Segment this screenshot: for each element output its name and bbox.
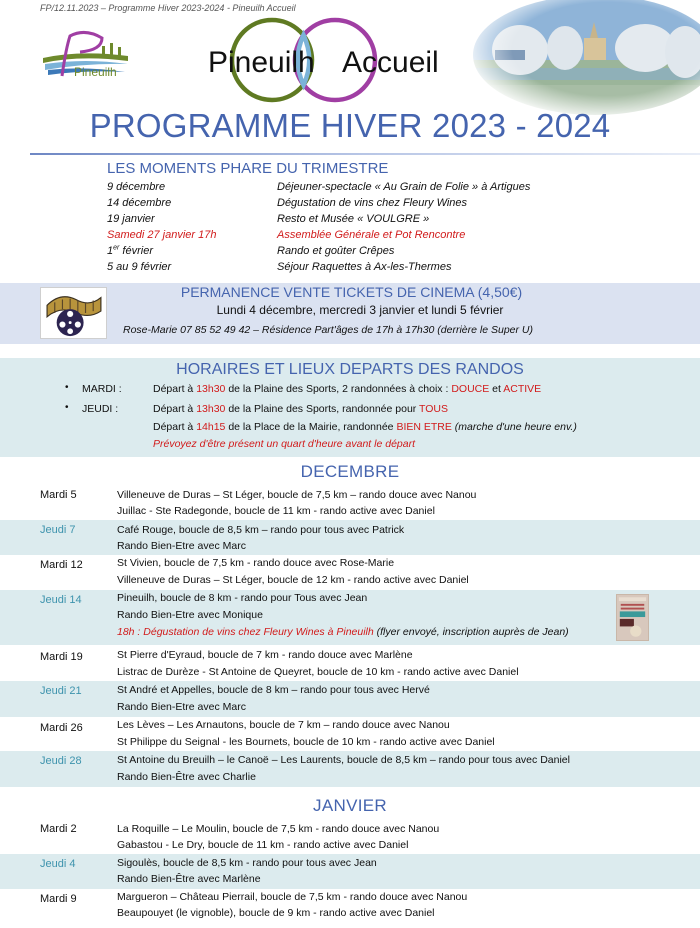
- event-note: (flyer envoyé, inscription auprès de Jean): [373, 626, 569, 638]
- highlight-item: [107, 195, 607, 211]
- highlight-date: 9 décembre: [107, 181, 166, 193]
- hike-day: Mardi 12: [40, 559, 83, 571]
- hike-line: Sigoulès, boucle de 8,5 km - rando pour tous avec Jean: [117, 857, 377, 869]
- hike-day: Mardi 5: [40, 489, 77, 501]
- hike-row: [0, 681, 700, 717]
- bullet-icon: •: [65, 402, 69, 413]
- hike-line: St Vivien, boucle de 7,5 km - rando douce avec Rose-Marie: [117, 557, 395, 569]
- hike-line: Beaupouyet (le vignoble), boucle de 9 km - rando active avec Daniel: [117, 907, 435, 919]
- text: de la Place de la Mairie, randonnée: [225, 421, 397, 433]
- time: 14h15: [196, 421, 226, 433]
- hike-day: Jeudi 4: [40, 858, 76, 870]
- fleury-wines-flyer-icon: [616, 594, 649, 641]
- event-title: 18h : Dégustation de vins chez Fleury Wines à Pineuilh: [117, 626, 374, 638]
- thursday-departure-2: [153, 421, 577, 433]
- hike-row: [0, 645, 700, 681]
- highlight-event: Rando et goûter Crêpes: [277, 245, 395, 257]
- pineuilh-town-logo: [40, 28, 130, 80]
- highlight-event: Séjour Raquettes à Ax-les-Thermes: [277, 261, 452, 273]
- hike-row: [0, 819, 700, 854]
- document-reference: FP/12.11.2023 – Programme Hiver 2023-2024 - Pineuilh Accueil: [40, 3, 296, 13]
- logo-text: Pineuilh: [74, 65, 117, 79]
- hike-line: Rando Bien-Etre avec Marc: [117, 540, 246, 552]
- highlights-section: [107, 160, 607, 275]
- highlight-date: 5 au 9 février: [107, 261, 172, 273]
- level-bien-etre: BIEN ETRE: [396, 421, 452, 433]
- hike-line: La Roquille – Le Moulin, boucle de 7,5 km - rando douce avec Nanou: [117, 823, 440, 835]
- hike-row: [0, 590, 700, 645]
- highlights-title: LES MOMENTS PHARE DU TRIMESTRE: [107, 160, 389, 177]
- logo-word-accueil: Accueil: [342, 46, 439, 79]
- text: Départ à: [153, 403, 197, 415]
- month-title-december: DECEMBRE: [300, 462, 400, 481]
- text: Départ à: [153, 421, 197, 433]
- cinema-dates: Lundi 4 décembre, mercredi 3 janvier et lundi 5 février: [216, 303, 504, 317]
- hike-row: [0, 889, 700, 925]
- cinema-tickets-section: [0, 283, 700, 344]
- note: (marche d'une heure env.): [451, 421, 577, 433]
- highlight-date: Samedi 27 janvier 17h: [107, 229, 217, 241]
- cinema-contact: Rose-Marie 07 85 52 49 42 – Résidence Part'âges de 17h à 17h30 (derrière le Super U): [123, 324, 534, 336]
- bullet-icon: •: [65, 382, 69, 393]
- date-month: février: [119, 245, 153, 257]
- hike-line: Gabastou - Le Dry, boucle de 11 km - rando active avec Daniel: [117, 839, 409, 851]
- date-ordinal: er: [113, 244, 120, 252]
- hike-day: Mardi 19: [40, 651, 83, 663]
- month-title-january: JANVIER: [313, 796, 387, 815]
- tuesday-departure: [153, 383, 541, 395]
- text: Départ à: [153, 383, 197, 395]
- text: de la Plaine des Sports, randonnée pour: [225, 403, 420, 415]
- highlight-event: Déjeuner-spectacle « Au Grain de Folie » à Artigues: [277, 181, 531, 193]
- hike-row: [0, 520, 700, 555]
- tuesday-label: MARDI :: [82, 383, 122, 395]
- hike-day: Mardi 2: [40, 823, 77, 835]
- hike-line: Villeneuve de Duras – St Léger, boucle de 12 km - rando active avec Daniel: [117, 574, 469, 586]
- hike-line: Villeneuve de Duras – St Léger, boucle de 7,5 km – rando douce avec Nanou: [117, 489, 477, 501]
- hike-row: [0, 854, 700, 889]
- logo-word-pineuilh: Pineuilh: [208, 46, 315, 79]
- hike-departures-section: [0, 358, 700, 457]
- highlight-item: [107, 259, 607, 275]
- hike-line: St Pierre d'Eyraud, boucle de 7 km - rando douce avec Marlène: [117, 649, 413, 661]
- hike-line: Rando Bien-Être avec Charlie: [117, 771, 256, 783]
- hike-row: [0, 485, 700, 520]
- title-divider: [30, 153, 700, 155]
- level-tous: TOUS: [419, 403, 448, 415]
- wine-tasting-event: [117, 626, 569, 638]
- highlight-item-assembly: [107, 227, 607, 243]
- pineuilh-accueil-logo: [200, 14, 470, 106]
- highlight-item: [107, 179, 607, 195]
- hike-line: Listrac de Durèze - St Antoine de Queyret, boucle de 10 km - rando active avec Daniel: [117, 666, 519, 678]
- hike-line: Rando Bien-Etre avec Marc: [117, 701, 246, 713]
- cinema-title: PERMANENCE VENTE TICKETS DE CINEMA (4,50€): [180, 284, 523, 300]
- hike-departures-title: HORAIRES ET LIEUX DEPARTS DES RANDOS: [176, 361, 524, 378]
- winter-landscape-photo: [470, 0, 700, 118]
- time: 13h30: [196, 403, 226, 415]
- hike-line: Café Rouge, boucle de 8,5 km – rando pour tous avec Patrick: [117, 524, 405, 536]
- hike-line: Juillac - Ste Radegonde, boucle de 11 km - rando active avec Daniel: [117, 505, 435, 517]
- level-douce: DOUCE: [451, 383, 490, 395]
- hike-line: Pineuilh, boucle de 8 km - rando pour Tous avec Jean: [117, 592, 368, 604]
- highlight-event: Assemblée Générale et Pot Rencontre: [277, 229, 466, 241]
- hike-row: [0, 751, 700, 787]
- highlight-date: [107, 243, 277, 259]
- hike-row: [0, 717, 700, 751]
- hike-day: Jeudi 28: [40, 755, 82, 767]
- hike-line: Rando Bien-Être avec Marlène: [117, 873, 261, 885]
- highlight-event: Resto et Musée « VOULGRE »: [277, 213, 430, 225]
- time: 13h30: [196, 383, 226, 395]
- highlight-event: Dégustation de vins chez Fleury Wines: [277, 197, 468, 209]
- hike-day: Jeudi 21: [40, 685, 82, 697]
- hike-day: Jeudi 7: [40, 524, 76, 536]
- highlight-item: [107, 243, 607, 259]
- hike-day: Jeudi 14: [40, 594, 82, 606]
- hike-line: Margueron – Château Pierrail, boucle de 7,5 km - rando douce avec Nanou: [117, 891, 468, 903]
- hike-line: St Philippe du Seignal - les Bournets, boucle de 10 km - rando active avec Daniel: [117, 736, 495, 748]
- hike-line: St André et Appelles, boucle de 8 km – rando pour tous avec Hervé: [117, 684, 430, 696]
- hike-line: St Antoine du Breuilh – le Canoë – Les Laurents, boucle de 8,5 km – rando pour tous avec Daniel: [117, 754, 570, 766]
- hike-day: Mardi 9: [40, 893, 77, 905]
- date-number: 1: [107, 245, 114, 257]
- page-title: PROGRAMME HIVER 2023 - 2024: [89, 107, 611, 144]
- hike-day: Mardi 26: [40, 722, 83, 734]
- highlight-date: 14 décembre: [107, 197, 172, 209]
- arrival-warning: Prévoyez d'être présent un quart d'heure avant le départ: [153, 438, 416, 450]
- level-active: ACTIVE: [503, 383, 542, 395]
- text: et: [489, 383, 504, 395]
- thursday-departure-1: [153, 403, 448, 415]
- thursday-label: JEUDI :: [82, 403, 119, 415]
- hike-row: [0, 555, 700, 590]
- hike-line: Les Lèves – Les Arnautons, boucle de 7 km – rando douce avec Nanou: [117, 719, 450, 731]
- text: de la Plaine des Sports, 2 randonnées à choix :: [225, 383, 452, 395]
- highlight-date: 19 janvier: [107, 213, 155, 225]
- hike-line: Rando Bien-Etre avec Monique: [117, 609, 263, 621]
- highlight-item: [107, 211, 607, 227]
